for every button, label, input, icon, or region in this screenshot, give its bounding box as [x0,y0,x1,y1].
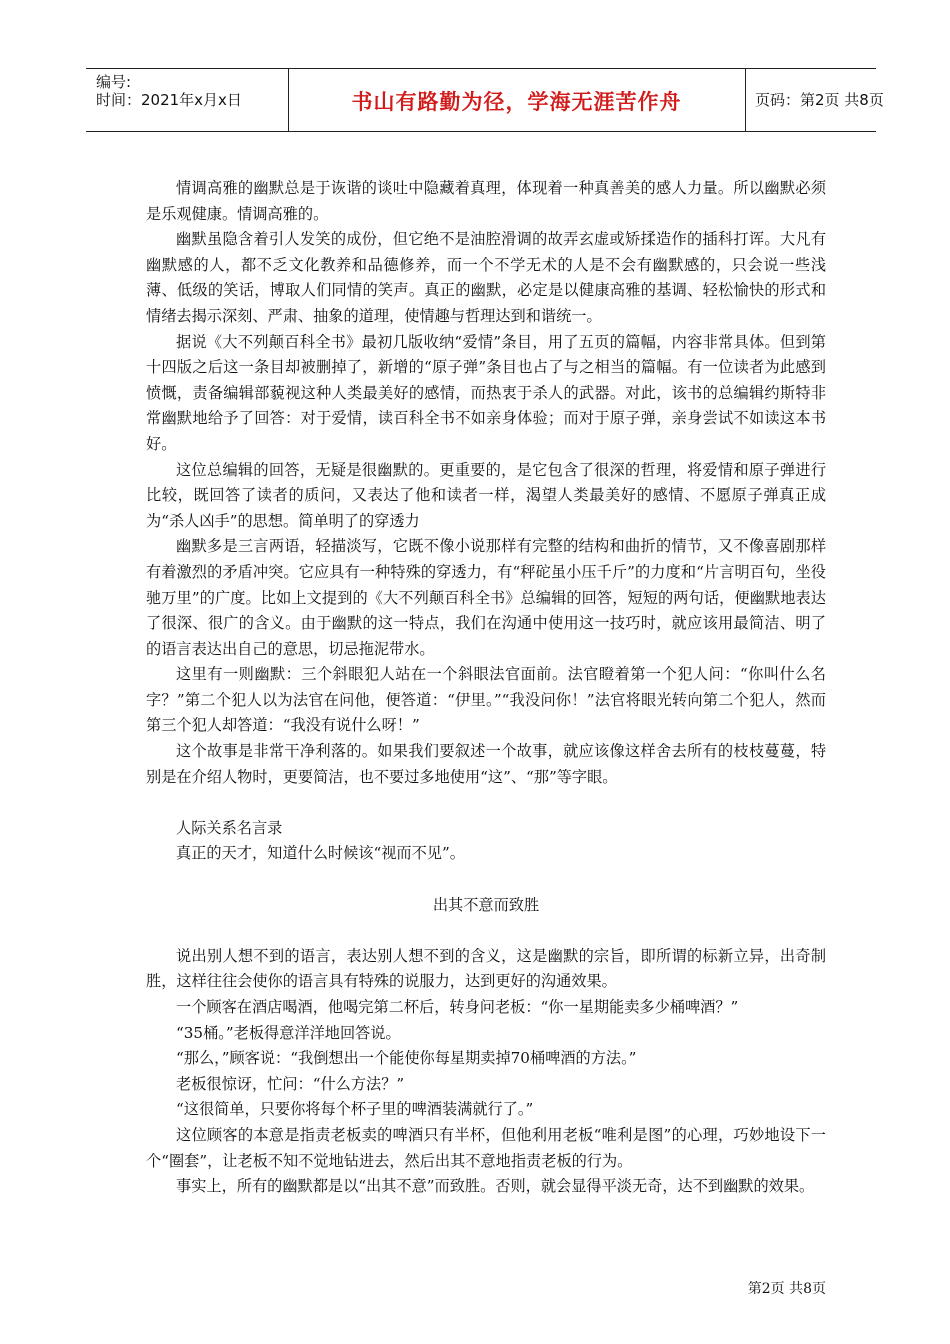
paragraph: 据说《大不列颠百科全书》最初几版收纳“爱情”条目，用了五页的篇幅，内容非常具体。但到第十四版之后这一条目却被删掉了，新增的“原子弹”条目也占了与之相当的篇幅。有一位读者为此感到愤慨，责备编辑部藐视这种人类最美好的感情，而热衷于杀人的武器。对此，该书的总编辑约斯特非常幽默地给予了回答：对于爱情，读百科全书不如亲身体验；而对于原子弹，亲身尝试不如读这本书好。 [146,332,826,453]
page-header [86,68,884,132]
header-motto: 书山有路勤为径，学海无涯苦作舟 [351,90,682,114]
paragraph: 一个顾客在酒店喝酒，他喝完第二杯后，转身问老板：“你一星期能卖多少桶啤酒？” [176,998,739,1016]
paragraph: 幽默多是三言两语，轻描淡写，它既不像小说那样有完整的结构和曲折的情节，又不像喜剧那样有着激烈的矛盾冲突。它应具有一种特殊的穿透力，有“秤砣虽小压千斤”的力度和“片言明百句，坐役驰万里”的广度。比如上文提到的《大不列颠百科全书》总编辑的回答，短短的两句话，便幽默地表达了很深、很广的含义。由于幽默的这一特点，我们在沟通中使用这一技巧时，就应该用最简洁、明了的语言表达出自己的意思，切忌拖泥带水。 [146,537,826,658]
header-motto-cell [288,69,746,131]
quote-section-title: 人际关系名言录 [176,818,283,837]
paragraph: 这位总编辑的回答，无疑是很幽默的。更重要的，是它包含了很深的哲理，将爱情和原子弹进行比较，既回答了读者的质问，又表达了他和读者一样，渴望人类最美好的感情、不愿原子弹真正成为“杀人凶手”的思想。简单明了的穿透力 [146,460,826,530]
paragraph: “35桶。”老板得意洋洋地回答说。 [176,1023,401,1042]
spacer [146,867,826,893]
document-body [146,176,826,1200]
quote-text: 真正的天才，知道什么时候该“视而不见”。 [176,844,465,863]
paragraph: 这里有一则幽默：三个斜眼犯人站在一个斜眼法官面前。法官瞪着第一个犯人问：“你叫什么名字？”第二个犯人以为法官在问他，便答道：“伊里。”“我没问你！”法官将眼光转向第二个犯人，然而第三个犯人却答道：“我没有说什么呀！” [146,665,826,735]
paragraph: 幽默虽隐含着引人发笑的成份，但它绝不是油腔滑调的故弄玄虚或矫揉造作的插科打诨。大凡有幽默感的人，都不乏文化教养和品德修养，而一个不学无术的人是不会有幽默感的，只会说一些浅薄、低级的笑话，博取人们同情的笑声。真正的幽默，必定是以健康高雅的基调、轻松愉快的形式和情绪去揭示深刻、严肃、抽象的道理，使情趣与哲理达到和谐统一。 [146,230,826,325]
paragraph: “这很简单，只要你将每个杯子里的啤酒装满就行了。” [176,1100,534,1119]
page-footer-number: 第2页 共8页 [747,1281,826,1297]
paragraph: 老板很惊讶，忙问：“什么方法？” [176,1074,405,1093]
paragraph: 情调高雅的幽默总是于诙谐的谈吐中隐藏着真理，体现着一种真善美的感人力量。所以幽默必须是乐观健康。情调高雅的。 [146,179,826,223]
spacer [146,790,826,816]
paragraph: 说出别人想不到的语言，表达别人想不到的含义，这是幽默的宗旨，即所谓的标新立异，出奇制胜，这样往往会使你的语言具有特殊的说服力，达到更好的沟通效果。 [146,946,826,991]
paragraph: 这位顾客的本意是指责老板卖的啤酒只有半杯，但他利用老板“唯利是图”的心理，巧妙地设下一个“圈套”，让老板不知不觉地钻进去，然后出其不意地指责老板的行为。 [146,1125,826,1170]
header-meta-cell [86,69,289,131]
header-page-code: 页码：第2页 共8页 [755,91,884,109]
spacer [146,918,826,944]
paragraph: 事实上，所有的幽默都是以“出其不意”而致胜。否则，就会显得平淡无奇，达不到幽默的效果。 [176,1177,815,1196]
document-number-label: 编号: [96,73,132,91]
paragraph: “那么，”顾客说：“我倒想出一个能使你每星期卖掉70桶啤酒的方法。” [176,1049,637,1068]
document-time-label: 时间：2021年x月x日 [96,91,242,109]
header-page-cell [745,69,884,131]
paragraph: 这个故事是非常干净利落的。如果我们要叙述一个故事，就应该像这样舍去所有的枝枝蔓蔓，特别是在介绍人物时，更要简洁，也不要过多地使用“这”、“那”等字眼。 [146,742,826,786]
section-title: 出其不意而致胜 [432,895,540,914]
